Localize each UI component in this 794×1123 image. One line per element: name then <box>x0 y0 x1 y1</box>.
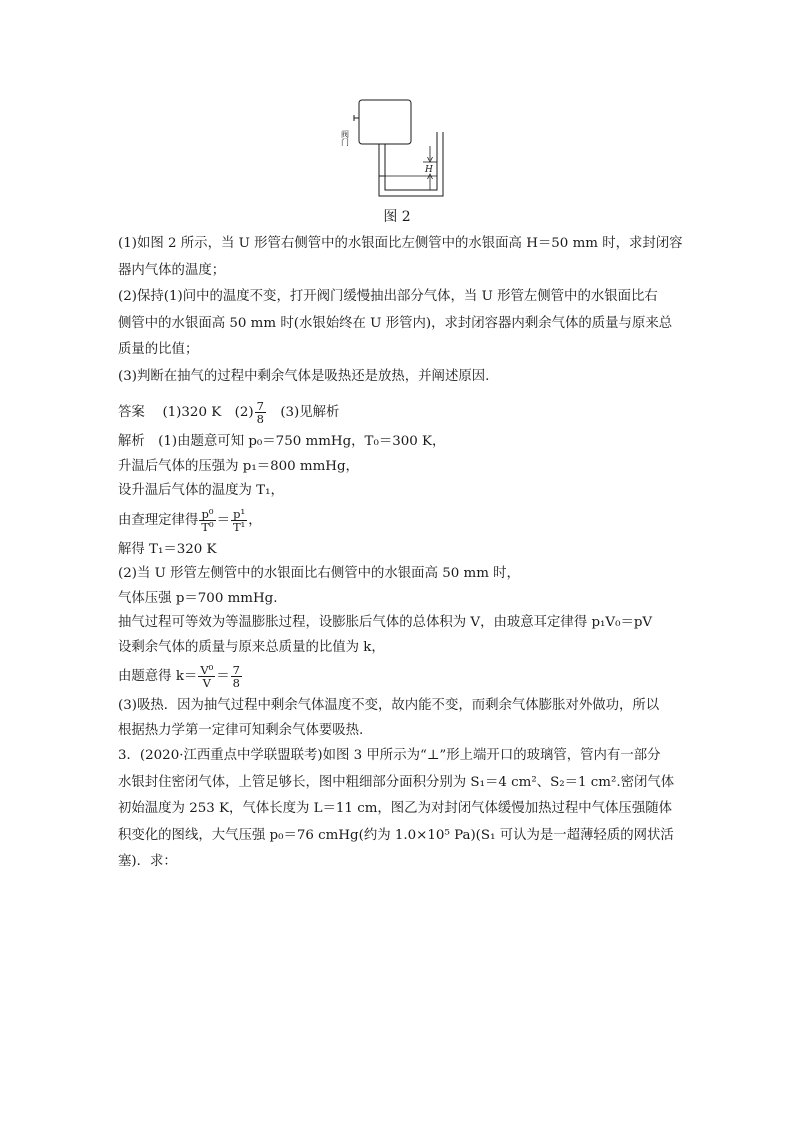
problem-line: 积变化的图线，大气压强 p₀＝76 cmHg(约为 1.0×10⁵ Pa)(S₁ 可认为是一超薄轻质的网状活 <box>118 827 674 843</box>
fraction-numerator: 7 <box>256 399 264 413</box>
fraction-p0-t0: $\frac{\text{p⁰}}{\text{T⁰}}$ <box>201 506 214 534</box>
answer-part3: (3)见解析 <box>280 405 340 420</box>
solution-line: 解得 T₁＝320 K <box>118 541 217 557</box>
question-line: (2)保持(1)问中的温度不变，打开阀门缓慢抽出部分气体，当 U 形管左侧管中的水银面比右 <box>118 289 658 304</box>
solution-line: 根据热力学第一定律可知剩余气体要吸热. <box>118 722 364 738</box>
solution-line: 气体压强 p＝700 mmHg. <box>118 590 278 606</box>
question-line: (3)判断在抽气的过程中剩余气体是吸热还是放热，并阐述原因. <box>118 368 490 384</box>
question-line: 器内气体的温度； <box>118 262 226 278</box>
fraction-denominator: 8 <box>256 412 264 426</box>
solution-text: 由查理定律得 <box>118 512 199 528</box>
valve-label: 阀门 <box>340 130 350 146</box>
solution-line: (3)吸热．因为抽气过程中剩余气体温度不变，故内能不变，而剩余气体膨胀对外做功，所以 <box>118 698 660 713</box>
question-line: 侧管中的水银面高 50 mm 时(水银始终在 U 形管内)，求封闭容器内剩余气体的质量与原来总 <box>118 315 673 331</box>
solution-line-ratio: 由题意得 k＝ $\frac{\text{V⁰}}{V}$ ＝ $\frac{7}{8}$ <box>118 663 240 690</box>
solution-line-charles-law: 由查理定律得 $\frac{\text{p⁰}}{\text{T⁰}}$ ＝ $\frac{\text{p¹}}{\text{T¹}}$ ， <box>118 506 262 534</box>
solution-line: 升温后气体的压强为 p₁＝800 mmHg， <box>118 458 359 474</box>
height-label: H <box>425 165 433 175</box>
fraction-p1-t1: $\frac{\text{p¹}}{\text{T¹}}$ <box>233 506 246 534</box>
answer-label: 答案 <box>118 405 145 420</box>
solution-line: 抽气过程可等效为等温膨胀过程，设膨胀后气体的总体积为 V，由玻意耳定律得 p₁V₀＝pV <box>118 615 653 630</box>
problem-line: 水银封住密闭气体，上管足够长，图中粗细部分面积分别为 S₁＝4 cm²、S₂＝1 cm².密闭气体 <box>118 774 675 790</box>
question-line: 质量的比值； <box>118 342 199 357</box>
sealed-container <box>359 100 411 144</box>
answer-line <box>118 396 688 430</box>
problem-line: 3．(2020·江西重点中学联盟联考)如图 3 甲所示为“⊥”形上端开口的玻璃管，管内有一部分 <box>118 748 661 763</box>
solution-line: 解析 (1)由题意可知 p₀＝750 mmHg，T₀＝300 K， <box>118 434 446 449</box>
answer-part1: (1)320 K <box>162 405 222 420</box>
solution-section <box>118 430 688 743</box>
answer-part2-prefix: (2) <box>234 405 254 420</box>
question-line: (1)如图 2 所示，当 U 形管右侧管中的水银面比左侧管中的水银面高 H＝50 mm 时，求封闭容 <box>118 236 683 251</box>
problem-line: 塞)．求： <box>118 854 177 869</box>
solution-line: 设剩余气体的质量与原来总质量的比值为 k， <box>118 639 385 655</box>
solution-line: (2)当 U 形管左侧管中的水银面比右侧管中的水银面高 50 mm 时， <box>118 566 520 581</box>
fraction-7-8: $\frac{7}{8}$ <box>232 663 240 690</box>
answer-fraction <box>255 400 266 425</box>
figure-caption: 图 2 <box>383 209 411 225</box>
u-tube-figure <box>335 92 455 202</box>
next-problem <box>118 743 688 876</box>
problem-line: 初始温度为 253 K，气体长度为 L＝11 cm，图乙为对封闭气体缓慢加热过程中气体压强随体 <box>118 801 672 816</box>
content-body <box>118 231 688 876</box>
fraction-v0-v: $\frac{\text{V⁰}}{V}$ <box>200 663 214 690</box>
solution-text: 由题意得 k＝ <box>118 669 198 684</box>
solution-line: 设升温后气体的温度为 T₁， <box>118 483 284 498</box>
